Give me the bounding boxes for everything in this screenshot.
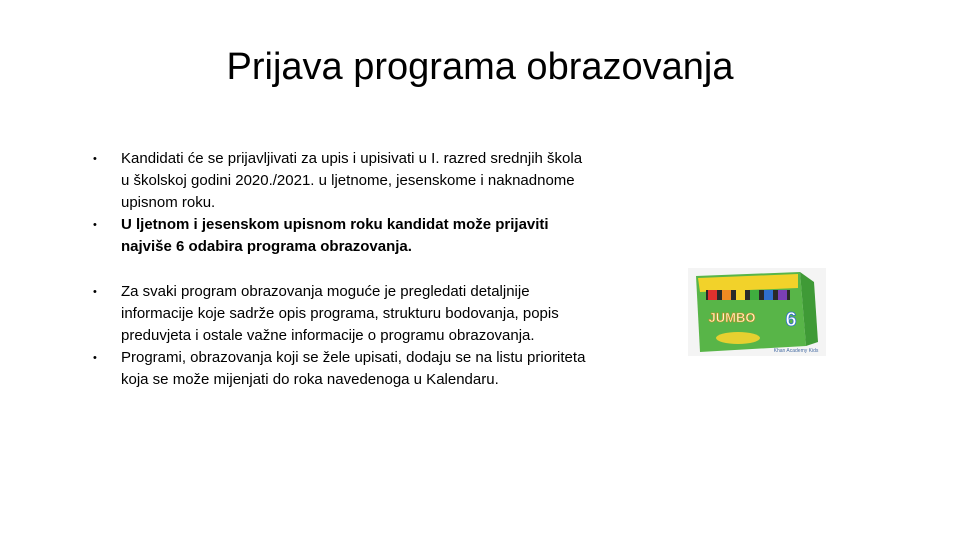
- crayon-box-illustration: [688, 268, 826, 356]
- bullet-item: [93, 148, 593, 214]
- bullet-item: [93, 214, 593, 258]
- box-window: [706, 290, 790, 300]
- crayon-box-image: [688, 268, 826, 356]
- bullet-dot-icon: •: [93, 153, 97, 165]
- bullet-dot-icon: •: [93, 219, 97, 231]
- bullet-text: Kandidati će se prijavljivati za upis i upisivati u I. razred srednjih škola u školskoj godini 2020./2021. u ljetnome, jesenskome i naknadnome upisnom roku.: [121, 150, 583, 211]
- bullet-item: [93, 281, 593, 347]
- footer-credit-text: Khan Academy Kids: [773, 348, 819, 354]
- bullet-dot-icon: •: [93, 286, 97, 298]
- box-swirl: [716, 332, 760, 344]
- bullet-text: Programi, obrazovanja koji se žele upisati, dodaju se na listu prioriteta koja se može mijenjati do roka navedenoga u Kalendaru.: [121, 349, 586, 388]
- bullet-list: [93, 148, 593, 391]
- bullet-item: [93, 347, 593, 391]
- bullet-text: U ljetnom i jesenskom upisnom roku kandidat može prijaviti najviše 6 odabira programa obrazovanja.: [121, 216, 549, 255]
- bullet-dot-icon: •: [93, 352, 97, 364]
- slide-title: Prijava programa obrazovanja: [226, 46, 734, 88]
- box-label-text: JUMBO: [708, 310, 756, 325]
- box-badge-text: 6: [785, 309, 797, 331]
- bullet-text: Za svaki program obrazovanja moguće je pregledati detaljnije informacije koje sadrže opis programa, strukturu bodovanja, popis preduvjeta i ostale važne informacije o programu obrazovanja.: [121, 283, 559, 344]
